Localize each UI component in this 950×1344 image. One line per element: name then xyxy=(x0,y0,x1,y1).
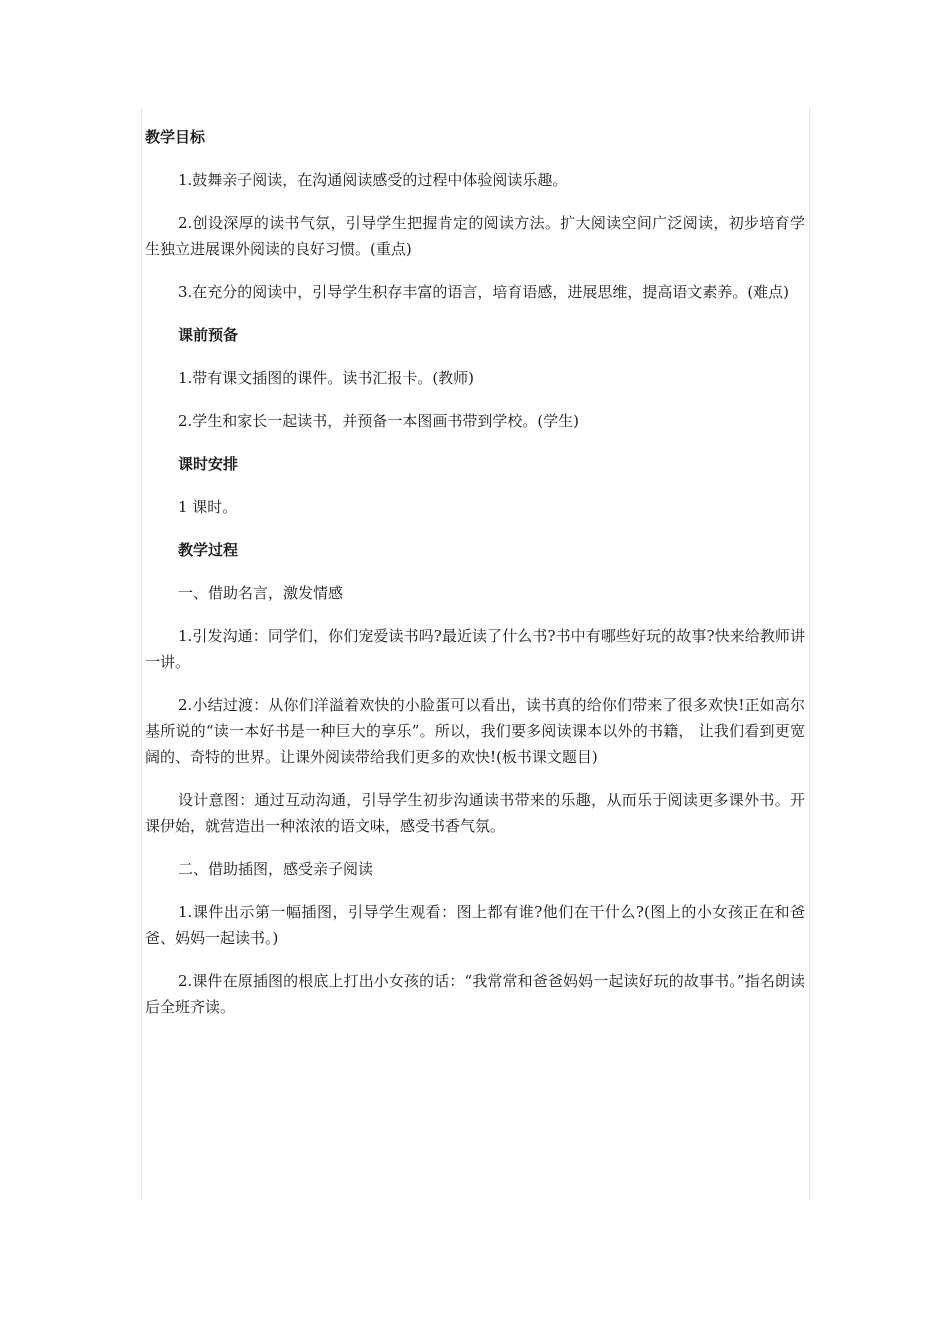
goal-item-3: 3.在充分的阅读中，引导学生积存丰富的语言，培育语感，进展思维，提高语文素养。(难点) xyxy=(178,283,790,301)
schedule-text: 1 课时。 xyxy=(178,498,238,516)
section-1-design-intent: 设计意图：通过互动沟通，引导学生初步沟通读书带来的乐趣，从而乐于阅读更多课外书。开课伊始，就营造出一种浓浓的语文味，感受书香气氛。 xyxy=(145,791,805,835)
section-2-title: 二、借助插图，感受亲子阅读 xyxy=(178,860,374,878)
heading-schedule: 课时安排 xyxy=(178,455,239,473)
section-1-item-1: 1.引发沟通：同学们，你们宠爱读书吗?最近读了什么书?书中有哪些好玩的故事?快来给教师讲一讲。 xyxy=(145,627,805,671)
heading-preparation: 课前预备 xyxy=(178,326,239,344)
heading-teaching-goals: 教学目标 xyxy=(145,128,206,146)
document-body xyxy=(145,124,805,1037)
goal-item-2: 2.创设深厚的读书气氛，引导学生把握肯定的阅读方法。扩大阅读空间广泛阅读，初步培育学生独立进展课外阅读的良好习惯。(重点) xyxy=(145,214,805,258)
heading-process: 教学过程 xyxy=(178,541,239,559)
section-2-item-2: 2.课件在原插图的根底上打出小女孩的话：“我常常和爸爸妈妈一起读好玩的故事书。”指名朗读后全班齐读。 xyxy=(145,972,805,1016)
section-2-item-1: 1.课件出示第一幅插图，引导学生观看：图上都有谁?他们在干什么?(图上的小女孩正在和爸爸、妈妈一起读书。) xyxy=(145,903,805,947)
section-1-title: 一、借助名言，激发情感 xyxy=(178,584,344,602)
prep-item-2: 2.学生和家长一起读书，并预备一本图画书带到学校。(学生) xyxy=(178,412,580,430)
prep-item-1: 1.带有课文插图的课件。读书汇报卡。(教师) xyxy=(178,369,475,387)
goal-item-1: 1.鼓舞亲子阅读，在沟通阅读感受的过程中体验阅读乐趣。 xyxy=(178,171,568,189)
section-1-item-2: 2.小结过渡：从你们洋溢着欢快的小脸蛋可以看出，读书真的给你们带来了很多欢快!正如高尔基所说的“读一本好书是一种巨大的享乐”。所以，我们要多阅读课本以外的书籍， 让我们看到更宽阔的、奇特的世界。让课外阅读带给我们更多的欢快!(板书课文题目) xyxy=(145,696,805,766)
